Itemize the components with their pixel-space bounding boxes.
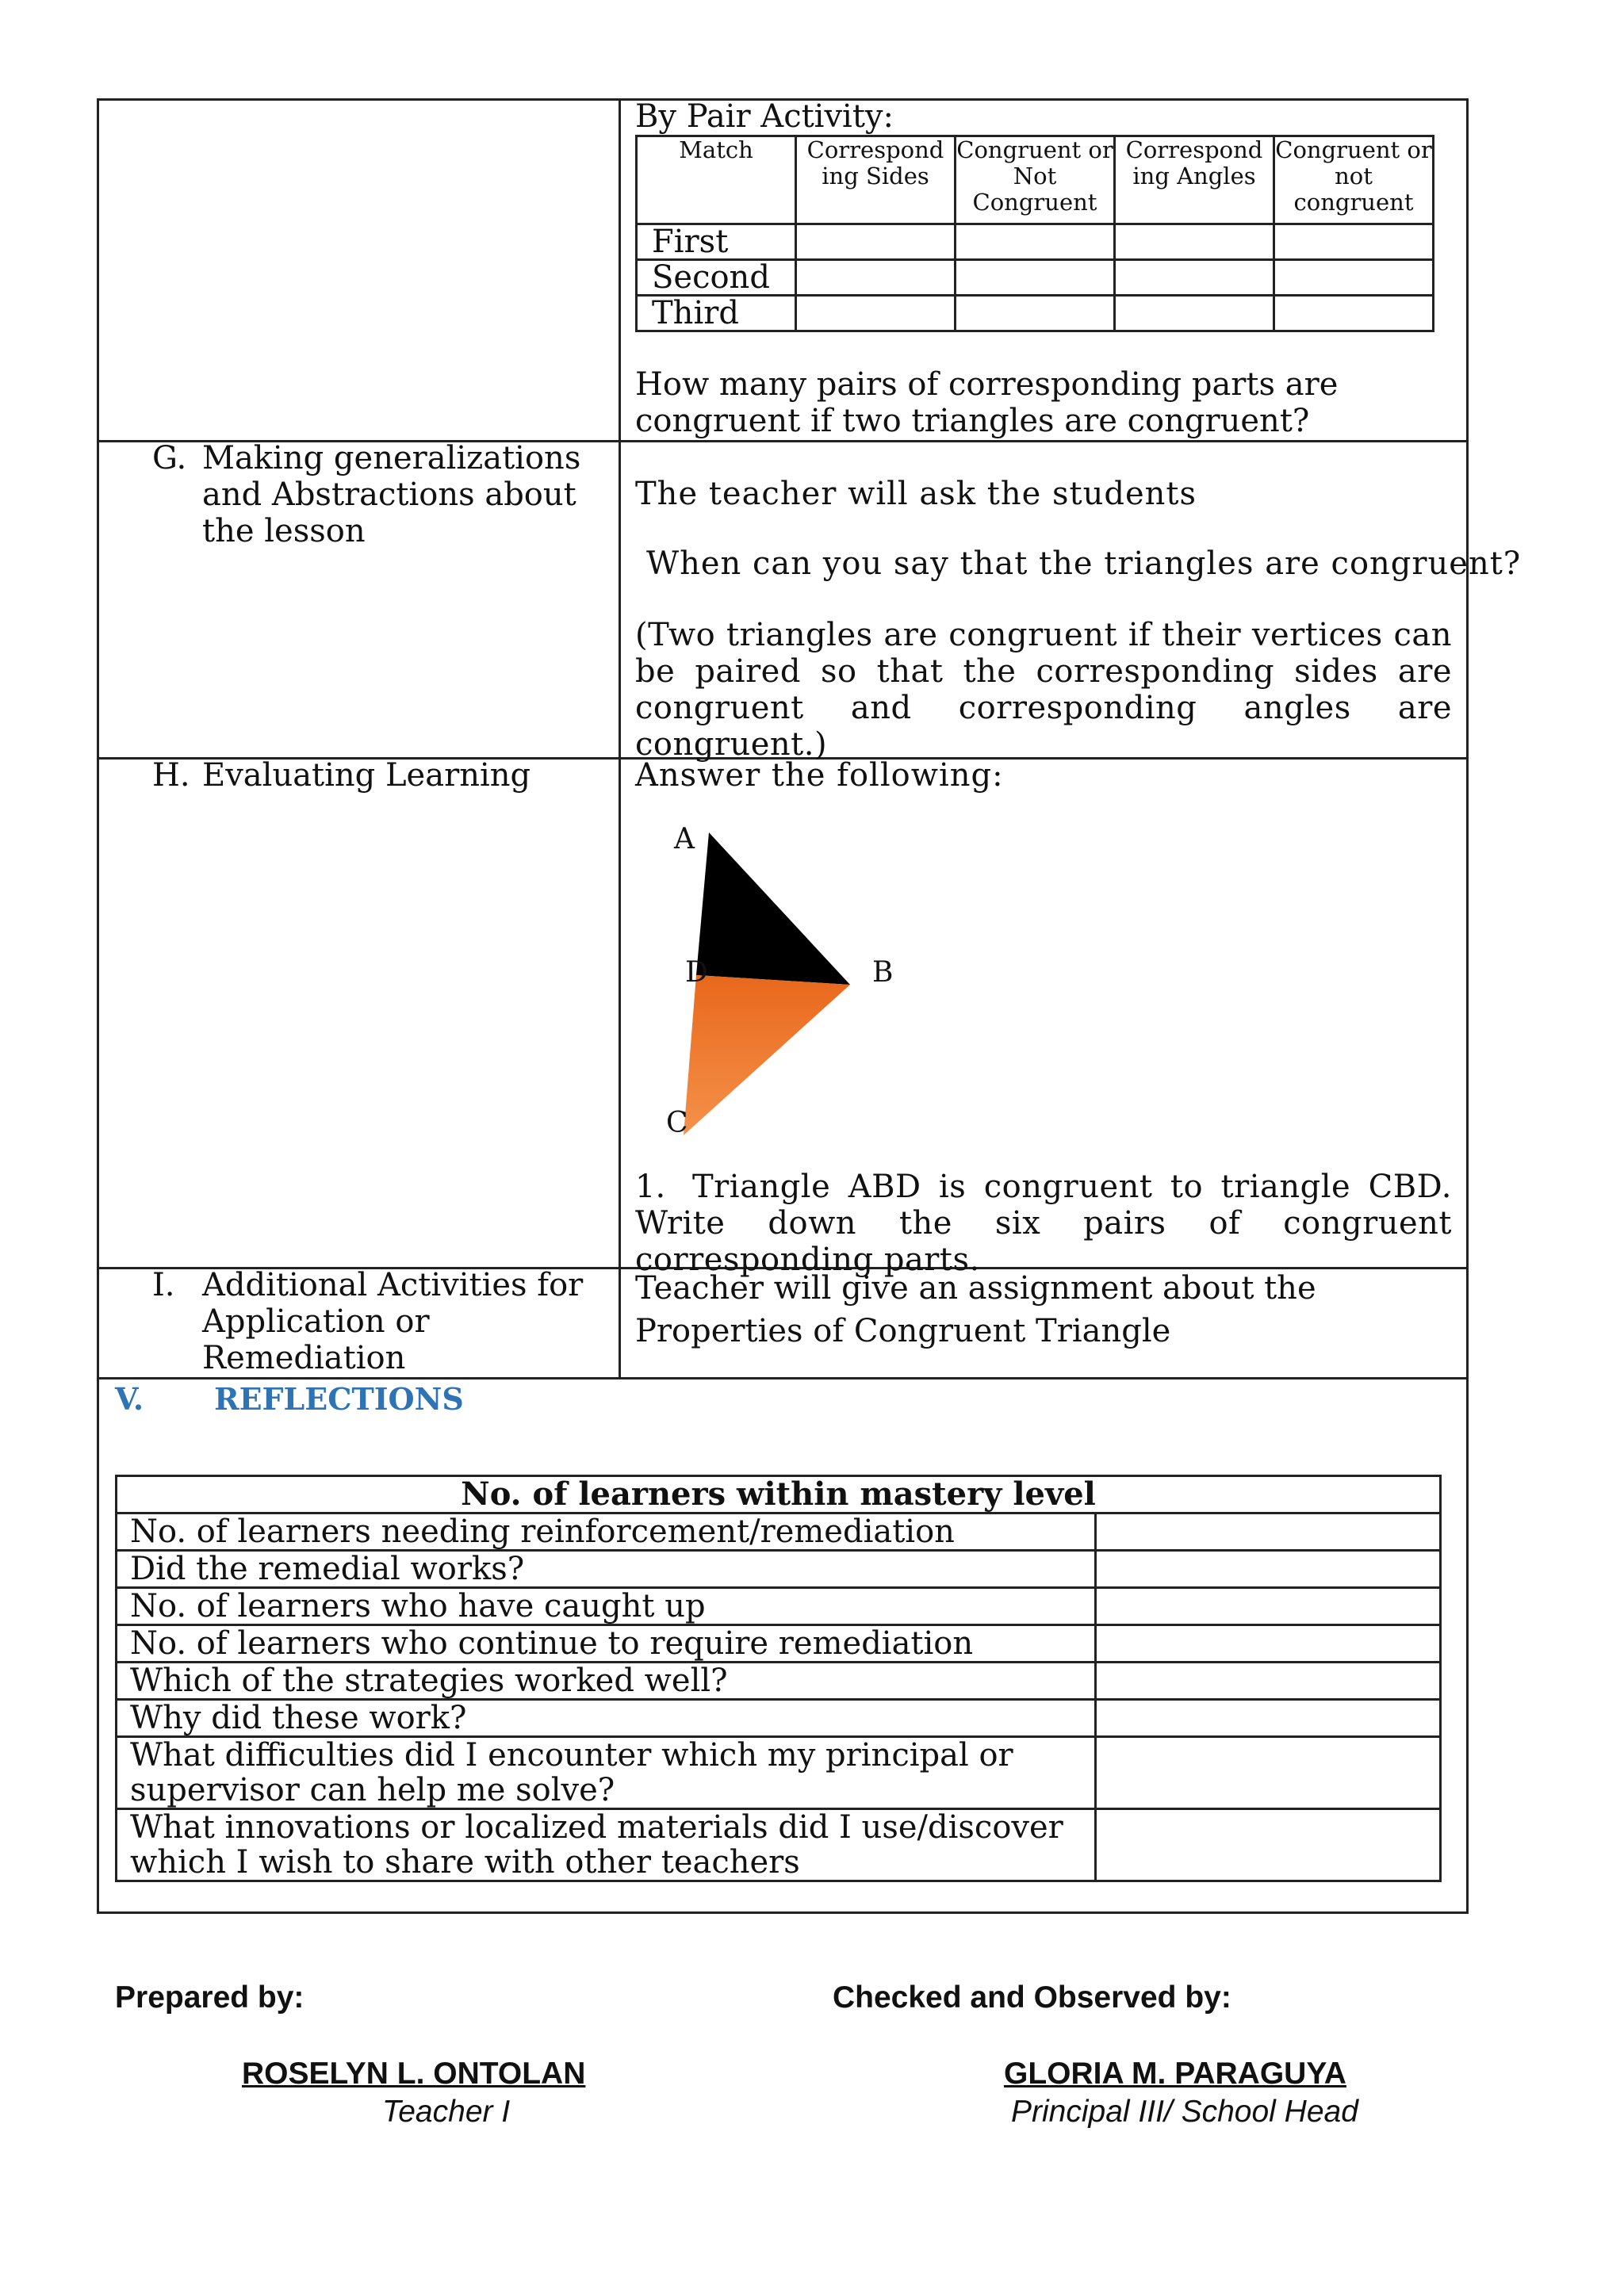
- section-g-answer: (Two triangles are congruent if their vertices can be paired so that the corresponding sides are congruent and corresponding angles are congruent.): [635, 617, 1452, 763]
- reflection-question: No. of learners who have caught up: [117, 1588, 1096, 1625]
- checked-by-name: GLORIA M. PARAGUYA: [1004, 2057, 1346, 2091]
- pair-cell[interactable]: [1274, 260, 1434, 296]
- pair-cell[interactable]: [956, 260, 1115, 296]
- pair-cell[interactable]: [1115, 224, 1274, 260]
- pair-activity-table: [635, 135, 1434, 332]
- pair-cell[interactable]: [796, 224, 956, 260]
- pair-col-corresponding-sides: Correspond ing Sides: [796, 136, 956, 224]
- table-row: [637, 224, 1434, 260]
- reflection-answer-cell[interactable]: [1096, 1588, 1441, 1625]
- pair-col-match: Match: [637, 136, 796, 224]
- reflection-answer-cell[interactable]: [1096, 1700, 1441, 1737]
- pair-row-label: Third: [637, 296, 796, 331]
- table-row: [117, 1737, 1441, 1809]
- table-row: [117, 1513, 1441, 1551]
- pair-cell[interactable]: [796, 260, 956, 296]
- reflection-question: No. of learners needing reinforcement/remediation: [117, 1513, 1096, 1551]
- section-g-letter: G.: [152, 440, 187, 476]
- row-divider-reflections: [97, 1377, 1469, 1380]
- reflections-numeral: V.: [115, 1381, 144, 1417]
- pair-cell[interactable]: [1115, 260, 1274, 296]
- vertex-label-b: B: [872, 956, 894, 989]
- section-i-text: Teacher will give an assignment about the Properties of Congruent Triangle: [635, 1270, 1316, 1349]
- reflections-table-header: No. of learners within mastery level: [117, 1476, 1441, 1513]
- pair-col-angles-congruent: Congruent or not congruent: [1274, 136, 1434, 224]
- section-h-title: Evaluating Learning: [202, 757, 531, 794]
- reflection-answer-cell[interactable]: [1096, 1809, 1441, 1881]
- pair-cell[interactable]: [796, 296, 956, 331]
- section-g-question: When can you say that the triangles are congruent?: [646, 545, 1522, 582]
- reflection-answer-cell[interactable]: [1096, 1663, 1441, 1700]
- vertex-label-a: A: [674, 823, 695, 855]
- pair-cell[interactable]: [956, 224, 1115, 260]
- prepared-by-title: Teacher I: [382, 2095, 511, 2129]
- prepared-by-name: ROSELYN L. ONTOLAN: [242, 2057, 586, 2091]
- pair-col-corresponding-angles: Correspond ing Angles: [1115, 136, 1274, 224]
- column-divider: [619, 98, 621, 1380]
- pair-cell[interactable]: [1115, 296, 1274, 331]
- triangle-abd: [696, 832, 850, 985]
- section-i-letter: I.: [152, 1267, 175, 1303]
- vertex-label-c: C: [666, 1107, 688, 1139]
- pair-cell[interactable]: [956, 296, 1115, 331]
- reflections-table: [115, 1475, 1442, 1882]
- table-row: [637, 260, 1434, 296]
- reflection-answer-cell[interactable]: [1096, 1625, 1441, 1663]
- section-g-title: Making generalizations and Abstractions about the lesson: [202, 440, 581, 549]
- section-h-item-number: 1.: [635, 1169, 666, 1205]
- table-row: [117, 1809, 1441, 1881]
- reflection-question: What difficulties did I encounter which my principal or supervisor can help me solve?: [117, 1737, 1096, 1809]
- reflection-answer-cell[interactable]: [1096, 1513, 1441, 1551]
- checked-by-title: Principal III/ School Head: [1011, 2095, 1358, 2129]
- pair-activity-question: How many pairs of corresponding parts are congruent if two triangles are congruent?: [635, 366, 1339, 439]
- reflection-question: Did the remedial works?: [117, 1551, 1096, 1588]
- table-row: [117, 1700, 1441, 1737]
- table-row: [117, 1625, 1441, 1663]
- table-row: [117, 1551, 1441, 1588]
- pair-cell[interactable]: [1274, 296, 1434, 331]
- section-h-item-text: Triangle ABD is congruent to triangle CBD. Write down the six pairs of congruent corresponding parts.: [635, 1169, 1452, 1278]
- pair-row-label: First: [637, 224, 796, 260]
- reflections-title: REFLECTIONS: [214, 1381, 464, 1417]
- prepared-by-label: Prepared by:: [115, 1980, 304, 2015]
- table-row: [117, 1588, 1441, 1625]
- section-i-title: Additional Activities for Application or Remediation: [202, 1267, 584, 1376]
- triangle-cbd: [684, 975, 850, 1135]
- section-h-intro: Answer the following:: [635, 757, 1004, 794]
- reflection-answer-cell[interactable]: [1096, 1737, 1441, 1809]
- section-g-line1: The teacher will ask the students: [635, 476, 1197, 512]
- vertex-label-d: D: [685, 956, 708, 989]
- pair-activity-heading: By Pair Activity:: [635, 98, 894, 135]
- pair-cell[interactable]: [1274, 224, 1434, 260]
- section-h-letter: H.: [152, 757, 190, 794]
- pair-row-label: Second: [637, 260, 796, 296]
- table-row: [117, 1663, 1441, 1700]
- table-row: [637, 296, 1434, 331]
- checked-by-label: Checked and Observed by:: [833, 1980, 1231, 2015]
- pair-col-sides-congruent: Congruent or Not Congruent: [956, 136, 1115, 224]
- reflection-question: No. of learners who continue to require remediation: [117, 1625, 1096, 1663]
- reflection-answer-cell[interactable]: [1096, 1551, 1441, 1588]
- reflection-question: Which of the strategies worked well?: [117, 1663, 1096, 1700]
- reflection-question: What innovations or localized materials did I use/discover which I wish to share with other teachers: [117, 1809, 1096, 1881]
- reflection-question: Why did these work?: [117, 1700, 1096, 1737]
- triangle-figure: [650, 809, 920, 1158]
